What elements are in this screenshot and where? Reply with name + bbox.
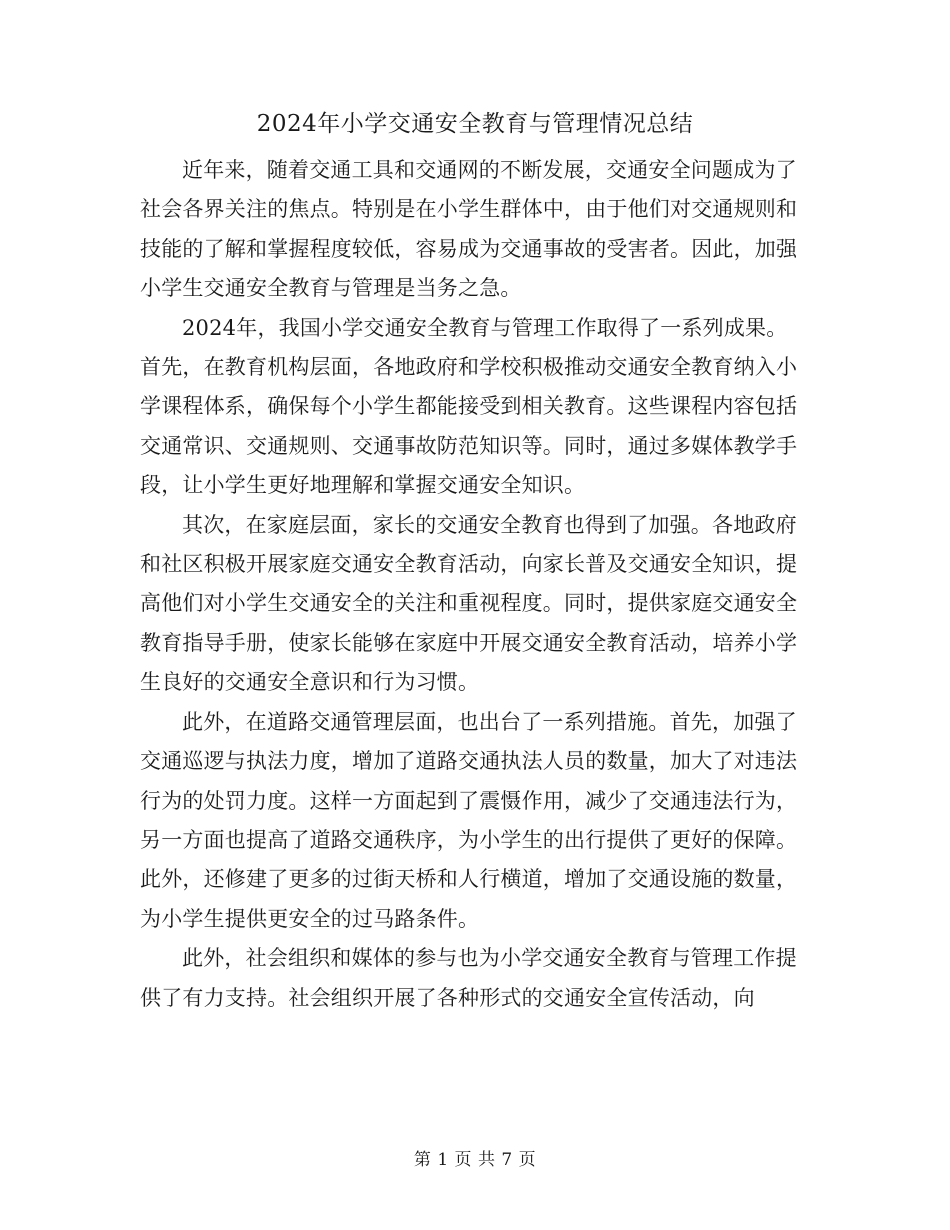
paragraph-4: 此外，在道路交通管理层面，也出台了一系列措施。首先，加强了交通巡逻与执法力度，增加了道路交通执法人员的数量，加大了对违法行为的处罚力度。这样一方面起到了震慑作用，减少了交通违法行为，另一方面也提高了道路交通秩序，为小学生的出行提供了更好的保障。此外，还修建了更多的过街天桥和人行横道，增加了交通设施的数量，为小学生提供更安全的过马路条件。 xyxy=(140,709,798,931)
document-body xyxy=(140,151,800,1018)
document-title: 2024年小学交通安全教育与管理情况总结 xyxy=(256,111,694,137)
paragraph-5: 此外，社会组织和媒体的参与也为小学交通安全教育与管理工作提供了有力支持。社会组织开展了各种形式的交通安全宣传活动，向 xyxy=(140,946,797,1010)
paragraph-2: 2024年，我国小学交通安全教育与管理工作取得了一系列成果。首先，在教育机构层面，各地政府和学校积极推动交通安全教育纳入小学课程体系，确保每个小学生都能接受到相关教育。这些课程内容包括交通常识、交通规则、交通事故防范知识等。同时，通过多媒体教学手段，让小学生更好地理解和掌握交通安全知识。 xyxy=(140,315,798,498)
paragraph-3: 其次，在家庭层面，家长的交通安全教育也得到了加强。各地政府和社区积极开展家庭交通安全教育活动，向家长普及交通安全知识，提高他们对小学生交通安全的关注和重视程度。同时，提供家庭交通安全教育指导手册，使家长能够在家庭中开展交通安全教育活动，培养小学生良好的交通安全意识和行为习惯。 xyxy=(140,512,798,695)
page-footer: 第 1 页 共 7 页 xyxy=(413,1150,537,1170)
paragraph-1: 近年来，随着交通工具和交通网的不断发展，交通安全问题成为了社会各界关注的焦点。特别是在小学生群体中，由于他们对交通规则和技能的了解和掌握程度较低，容易成为交通事故的受害者。因此，加强小学生交通安全教育与管理是当务之急。 xyxy=(140,158,798,301)
